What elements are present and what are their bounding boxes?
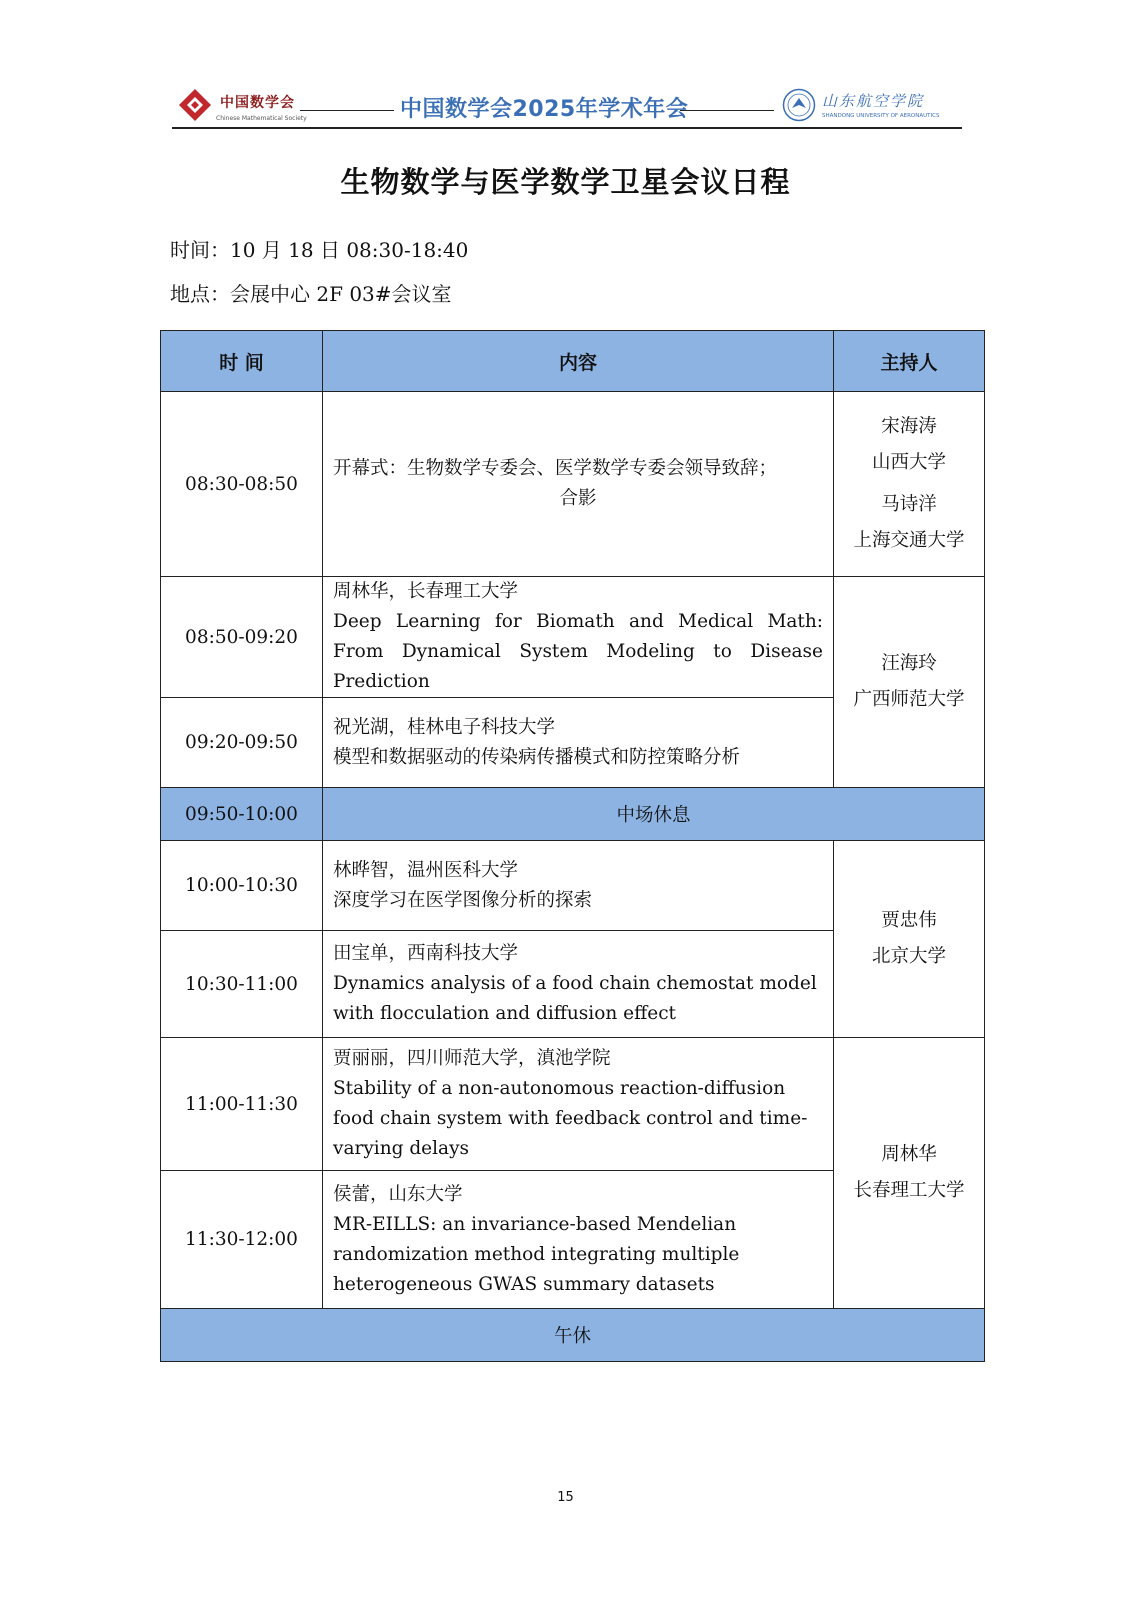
university-seal-icon [782, 88, 816, 122]
row-content [323, 698, 834, 788]
speaker: 祝光湖，桂林电子科技大学 [333, 716, 556, 738]
speaker: 田宝单，西南科技大学 [333, 943, 519, 964]
host-name: 汪海玲 [881, 653, 937, 674]
university-name: 山东航空学院 [822, 92, 925, 110]
row-time: 09:50-10:00 [161, 788, 323, 841]
host-affiliation: 山西大学 [871, 452, 946, 473]
header-time: 时 间 [161, 331, 323, 392]
speaker: 林晔智，温州医科大学 [333, 859, 519, 881]
row-time: 10:30-11:00 [161, 931, 323, 1038]
talk-title: 深度学习在医学图像分析的探索 [333, 889, 593, 911]
org-name: 中国数学会 [220, 95, 295, 111]
speaker: 侯蕾，山东大学 [333, 1183, 463, 1205]
header-host: 主持人 [834, 331, 985, 392]
header-rule [172, 127, 962, 129]
conference-title: 中国数学会2025年学术年会 [400, 97, 689, 122]
break-row [161, 788, 985, 841]
talk-title: Deep Learning for Biomath and Medical Math: From Dynamical System Modeling to Disease Prediction [333, 611, 823, 692]
page-number: 15 [557, 1490, 574, 1505]
talk-title: Dynamics analysis of a food chain chemostat model with flocculation and diffusion effect [333, 973, 817, 1024]
table-row [161, 392, 985, 577]
table-header-row [161, 331, 985, 392]
opening-text: 开幕式：生物数学专委会、医学数学专委会领导致辞； [333, 458, 778, 479]
host-cell [834, 1038, 985, 1309]
row-time: 10:00-10:30 [161, 841, 323, 931]
org-name-en: Chinese Mathematical Society [216, 115, 307, 122]
row-time: 11:30-12:00 [161, 1171, 323, 1309]
talk-title: 模型和数据驱动的传染病传播模式和防控策略分析 [333, 746, 741, 768]
lunch-label: 午休 [161, 1309, 985, 1362]
page-header [172, 84, 962, 132]
speaker: 周林华，长春理工大学 [333, 581, 519, 602]
talk-title: MR-EILLS: an invariance-based Mendelian randomization method integrating multiple heterogeneous GWAS summary datasets [333, 1213, 740, 1295]
row-content [323, 392, 834, 577]
host-name: 周林华 [881, 1144, 937, 1165]
table-row [161, 577, 985, 698]
header-divider-left [300, 110, 394, 111]
schedule-table [160, 330, 985, 1362]
host-cell [834, 577, 985, 788]
host-affiliation: 广西师范大学 [853, 689, 965, 710]
row-content [323, 577, 834, 698]
row-content [323, 841, 834, 931]
cms-logo-icon [178, 88, 212, 122]
row-time: 11:00-11:30 [161, 1038, 323, 1171]
header-content: 内容 [323, 331, 834, 392]
opening-text-2: 合影 [559, 488, 597, 509]
row-time: 09:20-09:50 [161, 698, 323, 788]
host-cell [834, 392, 985, 577]
row-time: 08:30-08:50 [161, 392, 323, 577]
header-divider-right [680, 110, 774, 111]
break-row [161, 1309, 985, 1362]
table-row [161, 1038, 985, 1171]
host-name: 贾忠伟 [881, 910, 937, 931]
row-content [323, 1038, 834, 1171]
host-affiliation: 北京大学 [871, 946, 946, 967]
host-name: 宋海涛 [881, 416, 937, 437]
page-title: 生物数学与医学数学卫星会议日程 [340, 165, 791, 199]
row-content [323, 931, 834, 1038]
university-name-en: SHANDONG UNIVERSITY OF AERONAUTICS [822, 113, 940, 119]
place-info: 地点：会展中心 2F 03#会议室 [170, 282, 452, 306]
speaker: 贾丽丽，四川师范大学，滇池学院 [333, 1048, 611, 1069]
host-cell [834, 841, 985, 1038]
time-info: 时间：10 月 18 日 08:30-18:40 [170, 238, 469, 262]
table-row [161, 841, 985, 931]
break-label: 中场休息 [323, 788, 985, 841]
host-affiliation: 上海交通大学 [853, 530, 965, 551]
host-name: 马诗洋 [881, 494, 937, 515]
row-content [323, 1171, 834, 1309]
row-time: 08:50-09:20 [161, 577, 323, 698]
host-affiliation: 长春理工大学 [853, 1180, 965, 1201]
talk-title: Stability of a non-autonomous reaction-diffusion food chain system with feedback control and time-varying delays [333, 1078, 808, 1159]
